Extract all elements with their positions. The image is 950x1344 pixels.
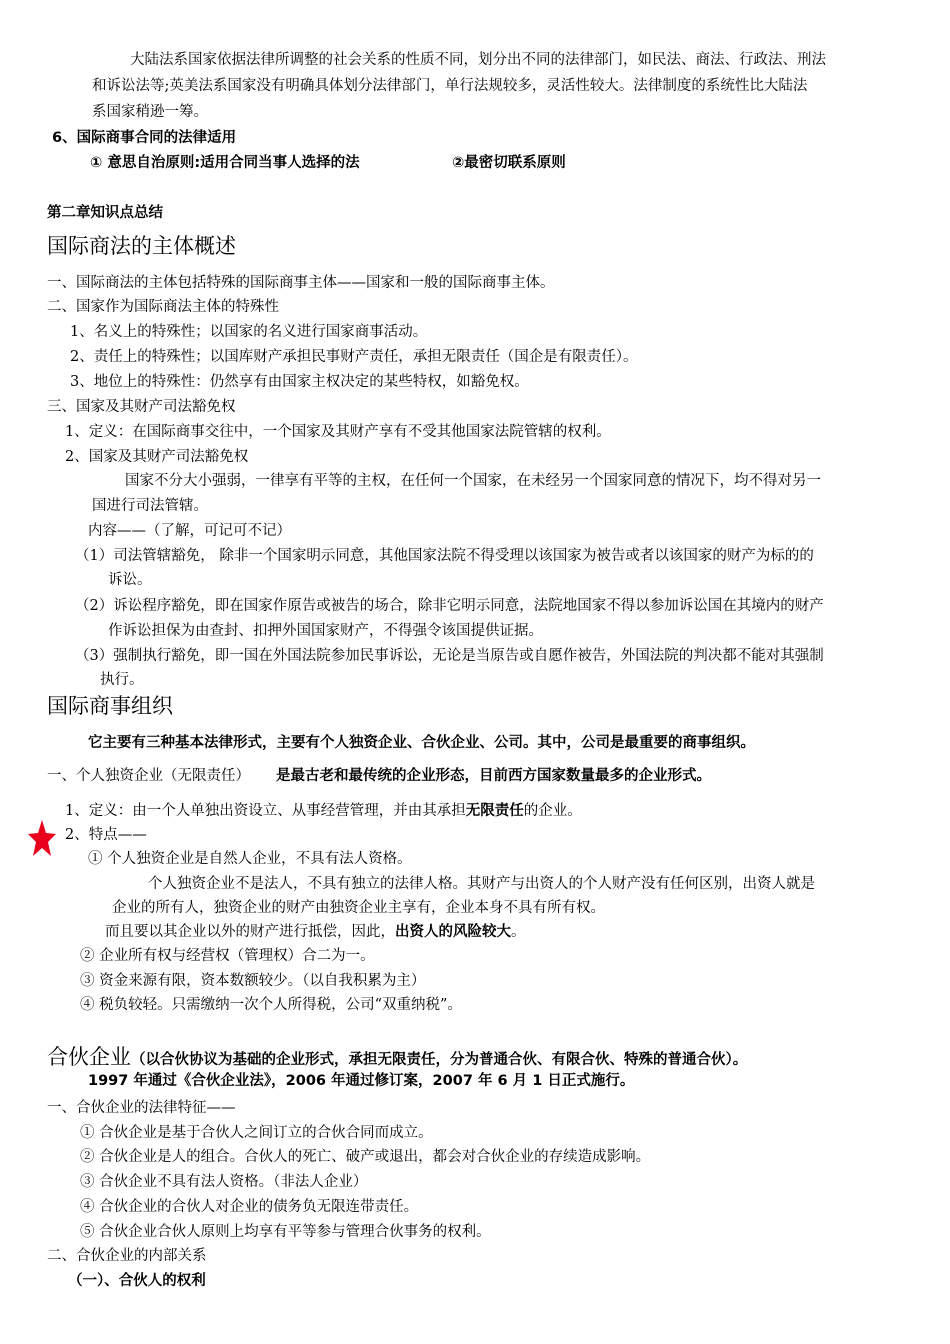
feature-item: ④ 税负较轻。只需缴纳一次个人所得税，公司“双重纳税”。 (80, 997, 462, 1013)
feature-item: ① 个人独资企业是自然人企业，不具有法人资格。 (88, 851, 412, 867)
text-line (65, 801, 582, 821)
sole-title: 一、个人独资企业（无限责任） (47, 768, 250, 784)
para-line: 和诉讼法等;英美法系国家没有明确具体划分法律部门，单行法规较多，灵活性较大。法律制度的系统性比大陆法 (92, 78, 808, 94)
text-line: 国家不分大小强弱，一律享有平等的主权，在任何一个国家，在未经另一个国家同意的情况下，均不得对另一 (125, 473, 821, 489)
principle-item: ① 意思自治原则:适用合同当事人选择的法 (90, 155, 360, 171)
text-line: 企业的所有人，独资企业的财产由独资企业主享有，企业本身不具有所有权。 (112, 900, 605, 916)
text-line: 个人独资企业不是法人，不具有独立的法律人格。其财产与出资人的个人财产没有任何区别，出资人就是 (148, 876, 815, 892)
feature-item: ④ 合伙企业的合伙人对企业的债务负无限连带责任。 (80, 1199, 419, 1215)
law-line: 1997 年通过《合伙企业法》，2006 年通过修订案，2007 年 6 月 1 日正式施行。 (88, 1073, 635, 1089)
subsection-title: （一）、合伙人的权利 (68, 1273, 206, 1289)
text-line: 执行。 (100, 672, 144, 688)
para-line: 大陆法系国家依据法律所调整的社会关系的性质不同，划分出不同的法律部门，如民法、商法、行政法、刑法 (130, 52, 826, 68)
principle-item: ②最密切联系原则 (452, 155, 566, 171)
section-title: 国际商法的主体概述 (47, 234, 236, 258)
text-line: 3、地位上的特殊性：仍然享有由国家主权决定的某些特权，如豁免权。 (70, 374, 529, 390)
text-line: 诉讼。 (108, 572, 152, 588)
def-text: 1、定义：由一个人单独出资设立、从事经营管理，并由其承担 (65, 803, 466, 819)
section-title: 国际商事组织 (47, 694, 173, 718)
section-note: （以合伙协议为基础的企业形式，承担无限责任，分为普通合伙、有限合伙、特殊的普通合伙）。 (131, 1052, 748, 1068)
risk-emph: 出资人的风险较大 (395, 924, 511, 940)
text-line: 作诉讼担保为由查封、扣押外国国家财产，不得强令该国提供证据。 (108, 623, 543, 639)
text-line: （1）司法管辖豁免， 除非一个国家明示同意，其他国家法院不得受理以该国家为被告或者以该国家的财产为标的的 (75, 548, 814, 564)
feature-item: ③ 资金来源有限，资本数额较少。（以自我积累为主） (80, 973, 426, 989)
risk-text: 。 (511, 924, 526, 940)
text-line: 一、合伙企业的法律特征—— (47, 1100, 236, 1116)
section-heading: 6、国际商事合同的法律适用 (52, 130, 237, 146)
risk-text: 而且要以其企业以外的财产进行抵偿，因此， (105, 924, 395, 940)
text-line: 一、国际商法的主体包括特殊的国际商事主体——国家和一般的国际商事主体。 (47, 275, 555, 291)
text-line: 1、名义上的特殊性；以国家的名义进行国家商事活动。 (70, 324, 428, 340)
text-line (47, 766, 711, 786)
section-title: 合伙企业 (47, 1045, 131, 1069)
feature-item: ③ 合伙企业不具有法人资格。（非法人企业） (80, 1174, 368, 1190)
def-emph: 无限责任 (465, 803, 524, 819)
sole-desc: 是最古老和最传统的企业形态，目前西方国家数量最多的企业形式。 (276, 768, 711, 784)
text-line: 2、特点—— (65, 827, 147, 843)
text-line: 三、国家及其财产司法豁免权 (47, 399, 236, 415)
text-line: 2、责任上的特殊性；以国库财产承担民事财产责任，承担无限责任（国企是有限责任）。 (70, 349, 638, 365)
text-line: 2、国家及其财产司法豁免权 (65, 449, 249, 465)
intro-line: 它主要有三种基本法律形式，主要有个人独资企业、合伙企业、公司。其中，公司是最重要的商事组织。 (88, 735, 755, 751)
feature-item: ⑤ 合伙企业合伙人原则上均享有平等参与管理合伙事务的权利。 (80, 1224, 491, 1240)
text-line: 二、合伙企业的内部关系 (47, 1248, 207, 1264)
text-line: 内容——（了解，可记可不记） (88, 523, 291, 539)
def-text: 的企业。 (523, 803, 582, 819)
text-line: 1、定义：在国际商事交往中，一个国家及其财产享有不受其他国家法院管辖的权利。 (65, 424, 611, 440)
text-line (105, 922, 526, 942)
chapter-summary-title: 第二章知识点总结 (47, 205, 163, 221)
star-icon (27, 818, 57, 858)
para-line: 系国家稍逊一筹。 (92, 104, 208, 120)
feature-item: ② 合伙企业是人的组合。合伙人的死亡、破产或退出，都会对合伙企业的存续造成影响。 (80, 1149, 651, 1165)
text-line: 国进行司法管辖。 (92, 498, 208, 514)
partnership-heading (47, 1044, 747, 1070)
feature-item: ② 企业所有权与经营权（管理权）合二为一。 (80, 948, 375, 964)
feature-item: ① 合伙企业是基于合伙人之间订立的合伙合同而成立。 (80, 1125, 433, 1141)
text-line: （2）诉讼程序豁免，即在国家作原告或被告的场合，除非它明示同意，法院地国家不得以参加诉讼国在其境内的财产 (75, 598, 824, 614)
text-line: 二、国家作为国际商法主体的特殊性 (47, 299, 279, 315)
text-line: （3）强制执行豁免，即一国在外国法院参加民事诉讼，无论是当原告或自愿作被告，外国法院的判决都不能对其强制 (75, 648, 824, 664)
